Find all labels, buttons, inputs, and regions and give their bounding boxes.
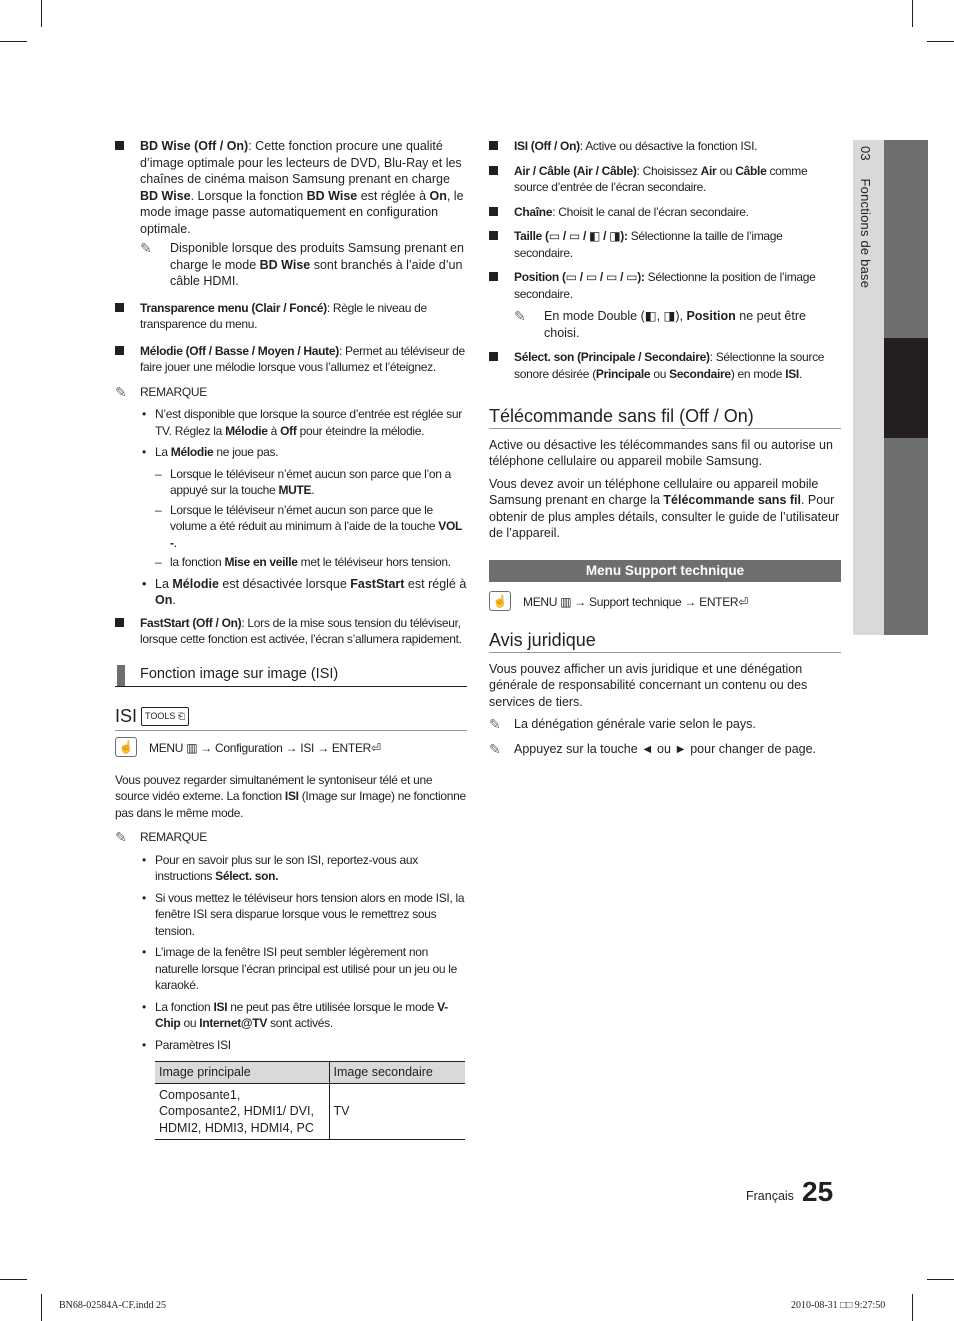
isi-note-item: • Paramètres ISI (142, 1037, 231, 1052)
size-double-alt-icon: ◨ (609, 229, 621, 243)
double-mode-icon: ◧ (644, 309, 657, 323)
page-number: 25 (802, 1176, 834, 1207)
position-item: Position (▭ / ▭ / ▭ / ▭): Sélectionne la position de l’image secondaire. ✎ En mode Double (◧, ◨), Position ne peut être choisi. (489, 269, 841, 341)
chapter-number: 03 (858, 146, 873, 161)
enter-icon: ⏎ (738, 595, 749, 609)
slug-right: 2010-08-31 □□ 9:27:50 (791, 1300, 886, 1311)
isi-intro: Vous pouvez regarder simultanément le syntoniseur télé et une source vidéo externe. La fonction ISI (Image sur Image) ne fonctionne pas dans le même mode. (115, 772, 466, 820)
bd-wise-item: BD Wise (Off / On): Cette fonction procure une qualité d’image optimale pour les lecteurs de DVD, Blu-Ray et les chaînes de cinéma maison Samsung prenant en charge BD Wise. Lorsque la fonction BD Wise est réglée à On, le mode image passe automatiquement en configuration optimale. ✎ Disponible lorsque des produits Samsung prenant en charge le mode BD Wise sont branchés à l’aide d’un câble HDMI. (115, 138, 467, 290)
note-pencil-icon: ✎ (489, 716, 501, 732)
crop-mark (927, 41, 954, 42)
melodie-item: Mélodie (Off / Basse / Moyen / Haute): Permet au téléviseur de faire jouer une mélodie lorsque vous l’allumez et l’éteignez. (115, 343, 467, 376)
taille-item: Taille (▭ / ▭ / ◧ / ◨): Sélectionne la taille de l’image secondaire. (489, 228, 841, 261)
menu-icon: ▥ (560, 595, 572, 609)
isi-note-item: • L’image de la fenêtre ISI peut sembler légèrement non naturelle lorsque l’écran principal est utilisé pour un jeu ou le karaoké. (142, 945, 458, 992)
crop-mark (0, 1279, 27, 1280)
bullet-square-icon (489, 141, 498, 150)
position-bottom-right-icon: ▭ (626, 270, 638, 284)
isi-parameters-table (155, 1061, 465, 1140)
remarque-heading: ✎ REMARQUE (115, 829, 207, 845)
table-header: Image secondaire (329, 1062, 465, 1084)
menu-path: ☝ MENU ▥ → Support technique → ENTER⏎ (489, 594, 841, 616)
bullet-square-icon (115, 618, 124, 627)
side-tab-block (884, 438, 928, 635)
position-note: ✎ En mode Double (◧, ◨), Position ne peut être choisi. (514, 308, 806, 340)
side-tab-active-block (884, 338, 928, 438)
table-header: Image principale (155, 1062, 329, 1084)
bullet-square-icon (115, 303, 124, 312)
table-cell: Composante1, Composante2, HDMI1/ DVI, HDMI2, HDMI3, HDMI4, PC (155, 1083, 329, 1140)
chapter-title: Fonctions de base (858, 178, 873, 289)
support-banner: Menu Support technique (489, 560, 841, 583)
slug-left: BN68-02584A-CF.indd 25 (59, 1300, 166, 1311)
enter-icon: ⏎ (371, 740, 381, 755)
hand-pointer-icon: ☝ (115, 737, 137, 757)
table-cell: TV (329, 1083, 465, 1140)
isi-note-item: • Si vous mettez le téléviseur hors tension alors en mode ISI, la fenêtre ISI sera disparue lorsque vous le remettrez sous tension. (142, 890, 465, 938)
crop-mark (912, 1294, 913, 1321)
position-top-right-icon: ▭ (585, 270, 597, 284)
crop-mark (41, 0, 42, 27)
avis-paragraph: Vous pouvez afficher un avis juridique et une dénégation générale de responsabilité concernant un contenu ou des services de tiers. (489, 661, 808, 709)
table-row (155, 1083, 465, 1140)
isi-note-item: • La fonction ISI ne peut pas être utilisée lorsque le mode V-Chip ou Internet@TV sont activés. (142, 999, 448, 1030)
note-pencil-icon: ✎ (140, 240, 152, 256)
crop-mark (41, 1294, 42, 1321)
crop-mark (927, 1279, 954, 1280)
hand-pointer-icon: ☝ (489, 591, 511, 611)
menu-path: ☝ MENU ▥ → Configuration → ISI → ENTER⏎ (115, 740, 467, 762)
chaine-item: Chaîne: Choisit le canal de l’écran secondaire. (489, 204, 841, 221)
avis-heading: Avis juridique (489, 632, 841, 653)
bullet-square-icon (489, 231, 498, 240)
note-pencil-icon: ✎ (489, 740, 501, 757)
telecommande-paragraph: Active ou désactive les télécommandes sans fil ou autorise un téléphone cellulaire ou appareil mobile Samsung. (489, 437, 833, 468)
remarque-item: • La Mélodie est désactivée lorsque FastStart est réglé à On. (142, 576, 467, 607)
bullet-square-icon (489, 352, 498, 361)
transparence-item: Transparence menu (Clair / Foncé): Règle le niveau de transparence du menu. (115, 300, 467, 333)
remarque-item: • La Mélodie ne joue pas. (142, 445, 279, 459)
side-tab-block (884, 140, 928, 338)
note-pencil-icon: ✎ (115, 829, 127, 845)
avis-note: ✎ La dénégation générale varie selon le pays. (489, 716, 756, 732)
size-double-icon: ◧ (589, 229, 601, 243)
menu-icon: ▥ (186, 740, 198, 755)
left-column (115, 138, 467, 1140)
telecommande-heading: Télécommande sans fil (Off / On) (489, 408, 841, 429)
section-subheading: Fonction image sur image (ISI) (115, 664, 467, 688)
avis-note: ✎ Appuyez sur la touche ◄ ou ► pour changer de page. (489, 740, 817, 757)
tools-button-icon: TOOLS ⎗ (141, 707, 189, 726)
crop-mark (0, 41, 27, 42)
remarque-subitem: – la fonction Mise en veille met le téléviseur hors tension. (155, 555, 451, 569)
bullet-square-icon (489, 207, 498, 216)
crop-mark (912, 0, 913, 27)
select-son-item: Sélect. son (Principale / Secondaire): Sélectionne la source sonore désirée (Principale ou Secondaire) en mode ISI. (489, 349, 841, 382)
footer-language: Français (746, 1189, 794, 1203)
position-bottom-left-icon: ▭ (565, 270, 577, 284)
bullet-square-icon (115, 346, 124, 355)
size-small-icon: ▭ (548, 229, 560, 243)
remarque-subitem: – Lorsque le téléviseur n’émet aucun son parce que le volume a été réduit au minimum à l’aide de la touche VOL -. (155, 502, 462, 550)
isi-onoff-item: ISI (Off / On): Active ou désactive la fonction ISI. (489, 138, 841, 155)
right-column (489, 138, 841, 757)
note-pencil-icon: ✎ (115, 383, 127, 400)
position-top-left-icon: ▭ (605, 270, 618, 284)
bullet-square-icon (115, 141, 124, 150)
remarque-heading: ✎ REMARQUE (115, 383, 207, 400)
subheading-bar (117, 665, 125, 686)
bullet-square-icon (489, 272, 498, 281)
remarque-subitem: – Lorsque le téléviseur n’émet aucun son parce que l’on a appuyé sur la touche MUTE. (155, 466, 452, 497)
remarque-item: • N’est disponible que lorsque la source d’entrée est réglée sur TV. Réglez la Mélodie à Off pour éteindre la mélodie. (142, 407, 462, 438)
size-medium-icon: ▭ (568, 229, 580, 243)
bd-wise-note: ✎ Disponible lorsque des produits Samsung prenant en charge le mode BD Wise sont branchés à l’aide d’un câble HDMI. (140, 240, 464, 288)
isi-heading: ISI TOOLS ⎗ (115, 707, 467, 731)
isi-note-item: • Pour en savoir plus sur le son ISI, reportez-vous aux instructions Sélect. son. (142, 852, 418, 883)
telecommande-paragraph: Vous devez avoir un téléphone cellulaire ou appareil mobile Samsung prenant en charge la Télécommande sans fil. Pour obtenir de plus amples détails, consulter le guide de l’utilisateur de l’appareil. (489, 476, 840, 540)
air-cable-item: Air / Câble (Air / Câble): Choisissez Air ou Câble comme source d’entrée de l’écran secondaire. (489, 163, 841, 196)
bullet-square-icon (489, 166, 498, 175)
faststart-item: FastStart (Off / On): Lors de la mise sous tension du téléviseur, lorsque cette fonction est activée, l’écran s’allumera rapidement. (115, 615, 467, 648)
note-pencil-icon: ✎ (514, 308, 526, 324)
double-mode-alt-icon: ◨ (663, 309, 676, 323)
side-tab-label (858, 146, 873, 288)
